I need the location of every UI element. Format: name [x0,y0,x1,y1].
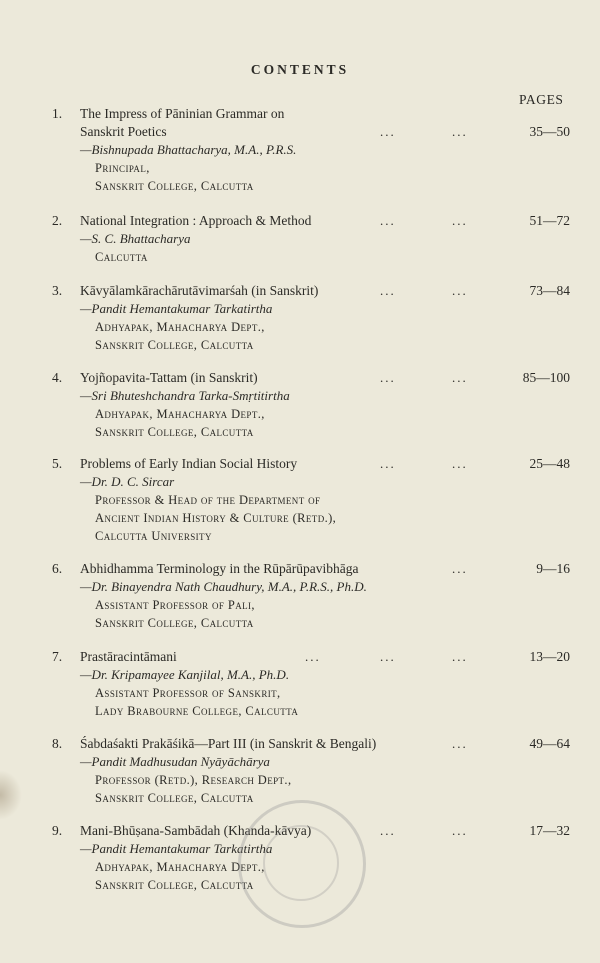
leader-dots: ... [452,456,468,471]
leader-dots: ... [452,370,468,385]
entry-title: Sanskrit Poetics [80,124,167,139]
leader-dots: ... [305,649,321,664]
entry-author: —Dr. Kripamayee Kanjilal, M.A., Ph.D. [80,667,290,682]
entry-pages: 13—20 [529,649,570,664]
entry-author: —S. C. Bhattacharya [80,231,191,246]
entry-affiliation: Professor & Head of the Department of [95,493,321,507]
entry-affiliation: Sanskrit College, Calcutta [95,616,254,630]
entry-author: —Pandit Hemantakumar Tarkatirtha [80,301,273,316]
entry-title: Yojñopavita-Tattam (in Sanskrit) [80,370,258,385]
entry-number: 3. [52,283,63,298]
entry-author: —Bishnupada Bhattacharya, M.A., P.R.S. [80,142,297,157]
contents-heading: CONTENTS [250,62,350,77]
entry-title: Abhidhamma Terminology in the Rūpārūpavibhāga [80,561,359,576]
library-seal-stamp [238,800,366,928]
entry-affiliation: Assistant Professor of Sanskrit, [95,686,281,700]
entry-pages: 51—72 [529,213,570,228]
entry-number: 2. [52,213,63,228]
pages-column-heading: PAGES [519,92,564,107]
entry-affiliation: Ancient Indian History & Culture (Retd.), [95,511,337,525]
entry-title: Problems of Early Indian Social History [80,456,298,471]
leader-dots: ... [452,283,468,298]
paper-stain [0,770,22,820]
leader-dots: ... [452,736,468,751]
leader-dots: ... [380,370,396,385]
entry-author: —Sri Bhuteshchandra Tarka-Smṛtitirtha [80,388,290,403]
entry-pages: 35—50 [529,124,570,139]
entry-pages: 25—48 [529,456,570,471]
leader-dots: ... [452,561,468,576]
leader-dots: ... [380,213,396,228]
entry-affiliation: Calcutta [95,250,148,264]
entry-affiliation: Professor (Retd.), Research Dept., [95,773,292,787]
leader-dots: ... [452,823,468,838]
entry-affiliation: Lady Brabourne College, Calcutta [95,704,299,718]
entry-pages: 17—32 [529,823,570,838]
toc-entry [0,212,600,266]
entry-affiliation: Sanskrit College, Calcutta [95,878,254,892]
leader-dots: ... [380,283,396,298]
leader-dots: ... [380,649,396,664]
toc-entry [0,105,600,195]
leader-dots: ... [452,124,468,139]
entry-affiliation: Assistant Professor of Pali, [95,598,255,612]
toc-entry [0,282,600,354]
entry-title: Kāvyālamkārachārutāvimarśah (in Sanskrit) [80,283,319,298]
entry-title: Mani-Bhūṣana-Sambādah (Khanda-kāvya) [80,823,312,838]
entry-pages: 85—100 [522,370,570,385]
entry-title: Prastāracintāmani [80,649,177,664]
entry-affiliation: Principal, [95,161,150,175]
entry-title: The Impress of Pāninian Grammar on [80,106,285,121]
entry-affiliation: Sanskrit College, Calcutta [95,179,254,193]
entry-number: 8. [52,736,63,751]
toc-entry [0,735,600,807]
entry-author: —Pandit Hemantakumar Tarkatirtha [80,841,273,856]
toc-entry [0,560,600,632]
entry-number: 5. [52,456,63,471]
entry-pages: 9—16 [536,561,570,576]
entry-number: 6. [52,561,63,576]
entry-number: 7. [52,649,63,664]
entry-affiliation: Calcutta University [95,529,212,543]
entry-affiliation: Adhyapak, Mahacharya Dept., [95,320,265,334]
entry-title: National Integration : Approach & Method [80,213,312,228]
leader-dots: ... [452,213,468,228]
leader-dots: ... [380,456,396,471]
leader-dots: ... [452,649,468,664]
entry-affiliation: Sanskrit College, Calcutta [95,791,254,805]
library-seal-inner-ring [263,825,339,901]
entry-affiliation: Sanskrit College, Calcutta [95,425,254,439]
entry-author: —Pandit Madhusudan Nyāyāchārya [80,754,270,769]
entry-pages: 73—84 [529,283,570,298]
entry-affiliation: Adhyapak, Mahacharya Dept., [95,860,265,874]
toc-entry [0,369,600,441]
entry-title: Śabdaśakti Prakāśikā—Part III (in Sanskrit & Bengali) [80,736,377,751]
leader-dots: ... [380,823,396,838]
leader-dots: ... [380,124,396,139]
entry-number: 9. [52,823,63,838]
entry-affiliation: Sanskrit College, Calcutta [95,338,254,352]
entry-pages: 49—64 [529,736,570,751]
entry-number: 1. [52,106,63,121]
entry-author: —Dr. D. C. Sircar [80,474,175,489]
toc-entry [0,455,600,545]
entry-author: —Dr. Binayendra Nath Chaudhury, M.A., P.R.S., Ph.D. [80,579,367,594]
entry-affiliation: Adhyapak, Mahacharya Dept., [95,407,265,421]
entry-number: 4. [52,370,63,385]
toc-entry [0,648,600,720]
